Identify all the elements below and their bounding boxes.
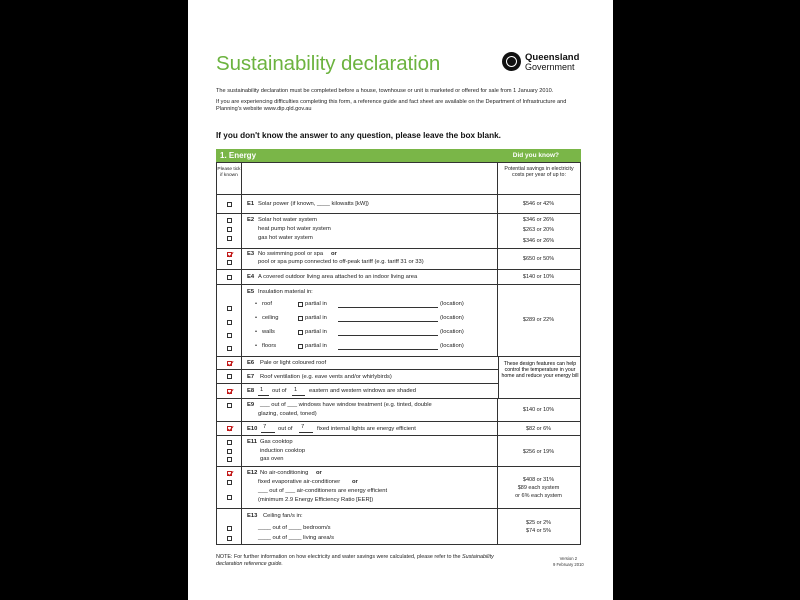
e10-out-of: out of: [278, 426, 293, 432]
text-e3-2: pool or spa pump connected to off-peak tariff (e.g. tariff 31 or 33): [258, 259, 424, 265]
location-input-ceiling[interactable]: [338, 321, 438, 322]
e8-input-2[interactable]: [292, 395, 305, 396]
row-e4: [216, 270, 581, 285]
bullet-e5-floors: •: [255, 343, 258, 349]
version-label: Version 2: [559, 556, 578, 561]
or-e3: or: [331, 251, 337, 257]
partial-checkbox-walls[interactable]: [298, 330, 303, 335]
checkbox-e2-solar[interactable]: [227, 218, 232, 223]
reference-guide-title: Sustainability declaration reference guide.: [216, 554, 494, 567]
partial-label-roof: partial in: [305, 301, 327, 307]
text-e10: fixed internal lights are energy efficient: [317, 426, 416, 432]
footer-note: [216, 554, 516, 568]
instruction-text: If you don't know the answer to any question, please leave the box blank.: [216, 131, 501, 140]
code-e10: E10: [247, 426, 258, 432]
row-e13: [216, 509, 581, 545]
row-e1: [216, 195, 581, 214]
savings-column-header: Potential savings in electricity costs per year of up to:: [497, 163, 580, 194]
partial-checkbox-roof[interactable]: [298, 302, 303, 307]
checkbox-e12-efficient[interactable]: [227, 495, 232, 500]
text-e12-4: (minimum 2.9 Energy Efficiency Ratio [EER]): [258, 497, 374, 503]
label-e5-floors: floors: [262, 343, 277, 349]
text-e13-2: ____ out of ____ living area/s: [258, 535, 335, 541]
checkbox-e2-gas[interactable]: [227, 236, 232, 241]
saving-e2-1: $346 or 26%: [522, 217, 555, 223]
saving-e1: $546 or 42%: [522, 201, 555, 207]
checkbox-e13-bedrooms[interactable]: [227, 526, 232, 531]
saving-e12-3: or 6% each system: [515, 493, 562, 499]
saving-e3: $650 or 50%: [522, 256, 555, 262]
code-e1: E1: [247, 201, 255, 207]
code-e2: E2: [247, 217, 255, 223]
or-e12-2: or: [352, 479, 358, 485]
section-header: [216, 149, 581, 162]
text-e4: A covered outdoor living area attached to an indoor living area: [258, 274, 418, 280]
code-e7: E7: [247, 374, 255, 380]
checkbox-e10[interactable]: [227, 426, 232, 431]
location-label-roof: (location): [440, 301, 464, 307]
checkbox-e5-roof[interactable]: [227, 306, 232, 311]
intro-paragraph-1: The sustainability declaration must be completed before a house, townhouse or unit is marketed or offered for sale from 1 January 2010.: [216, 88, 554, 94]
column-headers: [216, 162, 581, 195]
code-e11: E11: [247, 439, 257, 445]
text-e2-3: gas hot water system: [258, 235, 313, 241]
row-e3: [216, 249, 581, 270]
saving-e5: $289 or 22%: [522, 317, 555, 323]
checkbox-e8[interactable]: [227, 389, 232, 394]
text-e9-2: glazing, coated, toned): [258, 411, 317, 417]
e8-value-1[interactable]: 1: [260, 387, 264, 393]
text-e2-1: Solar hot water system: [258, 217, 317, 223]
checkbox-e11-gas-cooktop[interactable]: [227, 440, 232, 445]
e8-out-of: out of: [272, 388, 287, 394]
checkbox-e5-floors[interactable]: [227, 346, 232, 351]
partial-label-walls: partial in: [305, 329, 327, 335]
code-e8: E8: [247, 388, 255, 394]
e8-input-1[interactable]: [258, 395, 269, 396]
row-e11: [216, 436, 581, 467]
text-e13: Ceiling fan/s in:: [263, 513, 303, 519]
text-e9-1: ___ out of ___ windows have window treatment (e.g. tinted, double: [260, 402, 432, 408]
e10-value-2[interactable]: 7: [301, 424, 305, 430]
text-e12-3: ___ out of ___ air-conditioners are energy efficient: [258, 488, 388, 494]
code-e3: E3: [247, 251, 255, 257]
logo-line-1: Queensland: [525, 52, 580, 63]
text-e6: Pale or light coloured roof: [260, 360, 327, 366]
row-e9: [216, 399, 581, 422]
checkbox-e2-heat-pump[interactable]: [227, 227, 232, 232]
design-features-note: These design features can help control the temperature in your home and reduce your energy bill: [501, 361, 579, 380]
saving-e13-1: $25 or 2%: [525, 520, 552, 526]
text-e3-1: No swimming pool or spa: [258, 251, 324, 257]
bullet-e5-walls: •: [255, 329, 258, 335]
partial-label-ceiling: partial in: [305, 315, 327, 321]
intro-text: [216, 88, 586, 117]
text-e1: Solar power (if known, ____ kilowatts [kW]): [258, 201, 369, 207]
row-e5: [216, 285, 581, 357]
text-e8: eastern and western windows are shaded: [309, 388, 416, 394]
code-e4: E4: [247, 274, 255, 280]
saving-e2-2: $263 or 20%: [522, 227, 555, 233]
saving-e2-3: $346 or 26%: [522, 238, 555, 244]
checkbox-e12-evaporative[interactable]: [227, 480, 232, 485]
checkbox-e1[interactable]: [227, 202, 232, 207]
partial-checkbox-floors[interactable]: [298, 344, 303, 349]
label-e5-roof: roof: [262, 301, 272, 307]
partial-checkbox-ceiling[interactable]: [298, 316, 303, 321]
or-e12: or: [316, 470, 322, 476]
checkbox-e7[interactable]: [227, 374, 232, 379]
saving-e12-2: $89 each system: [517, 485, 560, 491]
bullet-e5-roof: •: [255, 301, 258, 307]
text-e11-1: Gas cooktop: [260, 439, 293, 445]
text-e13-1: ____ out of ____ bedroom/s: [258, 525, 331, 531]
row-e2: [216, 214, 581, 249]
code-e13: E13: [247, 513, 258, 519]
design-features-cell: [498, 357, 581, 399]
checkbox-e9[interactable]: [227, 403, 232, 408]
partial-label-floors: partial in: [305, 343, 327, 349]
location-input-roof[interactable]: [338, 307, 438, 308]
checkbox-e6[interactable]: [227, 361, 232, 366]
saving-e12-1: $408 or 31%: [522, 477, 555, 483]
code-e6: E6: [247, 360, 255, 366]
checkbox-e5-ceiling[interactable]: [227, 320, 232, 325]
row-e12: [216, 467, 581, 509]
checkbox-e4[interactable]: [227, 275, 232, 280]
label-e5-walls: walls: [262, 329, 275, 335]
saving-e9: $140 or 10%: [522, 407, 555, 413]
version-date: 9 February 2010: [553, 561, 584, 567]
location-label-floors: (location): [440, 343, 464, 349]
form-page: [188, 0, 613, 600]
text-e2-2: heat pump hot water system: [258, 226, 331, 232]
page-title: Sustainability declaration: [216, 52, 441, 75]
row-e10: [216, 422, 581, 436]
checkbox-e11-induction[interactable]: [227, 449, 232, 454]
checkbox-e3-pump[interactable]: [227, 260, 232, 265]
checkbox-e12-no-ac[interactable]: [227, 471, 232, 476]
code-e12: E12: [247, 470, 258, 476]
label-e5-ceiling: ceiling: [262, 315, 279, 321]
tick-column-header: Please tick if known: [217, 163, 242, 194]
code-e5: E5: [247, 289, 255, 295]
bullet-e5-ceiling: •: [255, 315, 258, 321]
checkbox-e3-no-pool[interactable]: [227, 252, 232, 257]
code-e9: E9: [247, 402, 255, 408]
checkbox-e5-walls[interactable]: [227, 333, 232, 338]
text-e12-2: fixed evaporative air-conditioner: [258, 479, 341, 485]
e10-input-2[interactable]: [299, 432, 313, 433]
did-you-know-label: Did you know?: [512, 152, 559, 159]
e10-value-1[interactable]: 7: [263, 424, 267, 430]
intro-paragraph-2: If you are experiencing difficulties completing this form, a reference guide and fact sheet are available on the Department of Infrastructure and Planning's website www.dip.qld.gov.au: [216, 98, 567, 113]
text-e11-2: induction cooktop: [260, 448, 306, 454]
e8-value-2[interactable]: 1: [294, 387, 298, 393]
saving-e10: $82 or 6%: [525, 426, 552, 432]
footer-note-text: NOTE: For further information on how electricity and water savings were calculated, please refer to the: [216, 554, 461, 560]
location-label-ceiling: (location): [440, 315, 464, 321]
checkbox-e13-living[interactable]: [227, 536, 232, 541]
saving-e13-2: $74 or 5%: [525, 528, 552, 534]
section-title: 1. Energy: [220, 151, 257, 160]
e10-input-1[interactable]: [261, 432, 275, 433]
logo-line-2: Government: [525, 62, 575, 72]
location-input-walls[interactable]: [338, 335, 438, 336]
queensland-government-logo: [502, 50, 612, 80]
text-e12-1: No air-conditioning: [260, 470, 309, 476]
checkbox-e11-gas-oven[interactable]: [227, 457, 232, 462]
queensland-crest-icon: [502, 52, 521, 71]
location-label-walls: (location): [440, 329, 464, 335]
version-info: [553, 556, 584, 567]
text-e11-3: gas oven: [260, 456, 284, 462]
text-e5: Insulation material in:: [258, 289, 313, 295]
text-e7: Roof ventilation (e.g. eave vents and/or whirlybirds): [260, 374, 392, 380]
saving-e4: $140 or 10%: [522, 274, 555, 280]
saving-e11: $256 or 19%: [522, 449, 555, 455]
location-input-floors[interactable]: [338, 349, 438, 350]
